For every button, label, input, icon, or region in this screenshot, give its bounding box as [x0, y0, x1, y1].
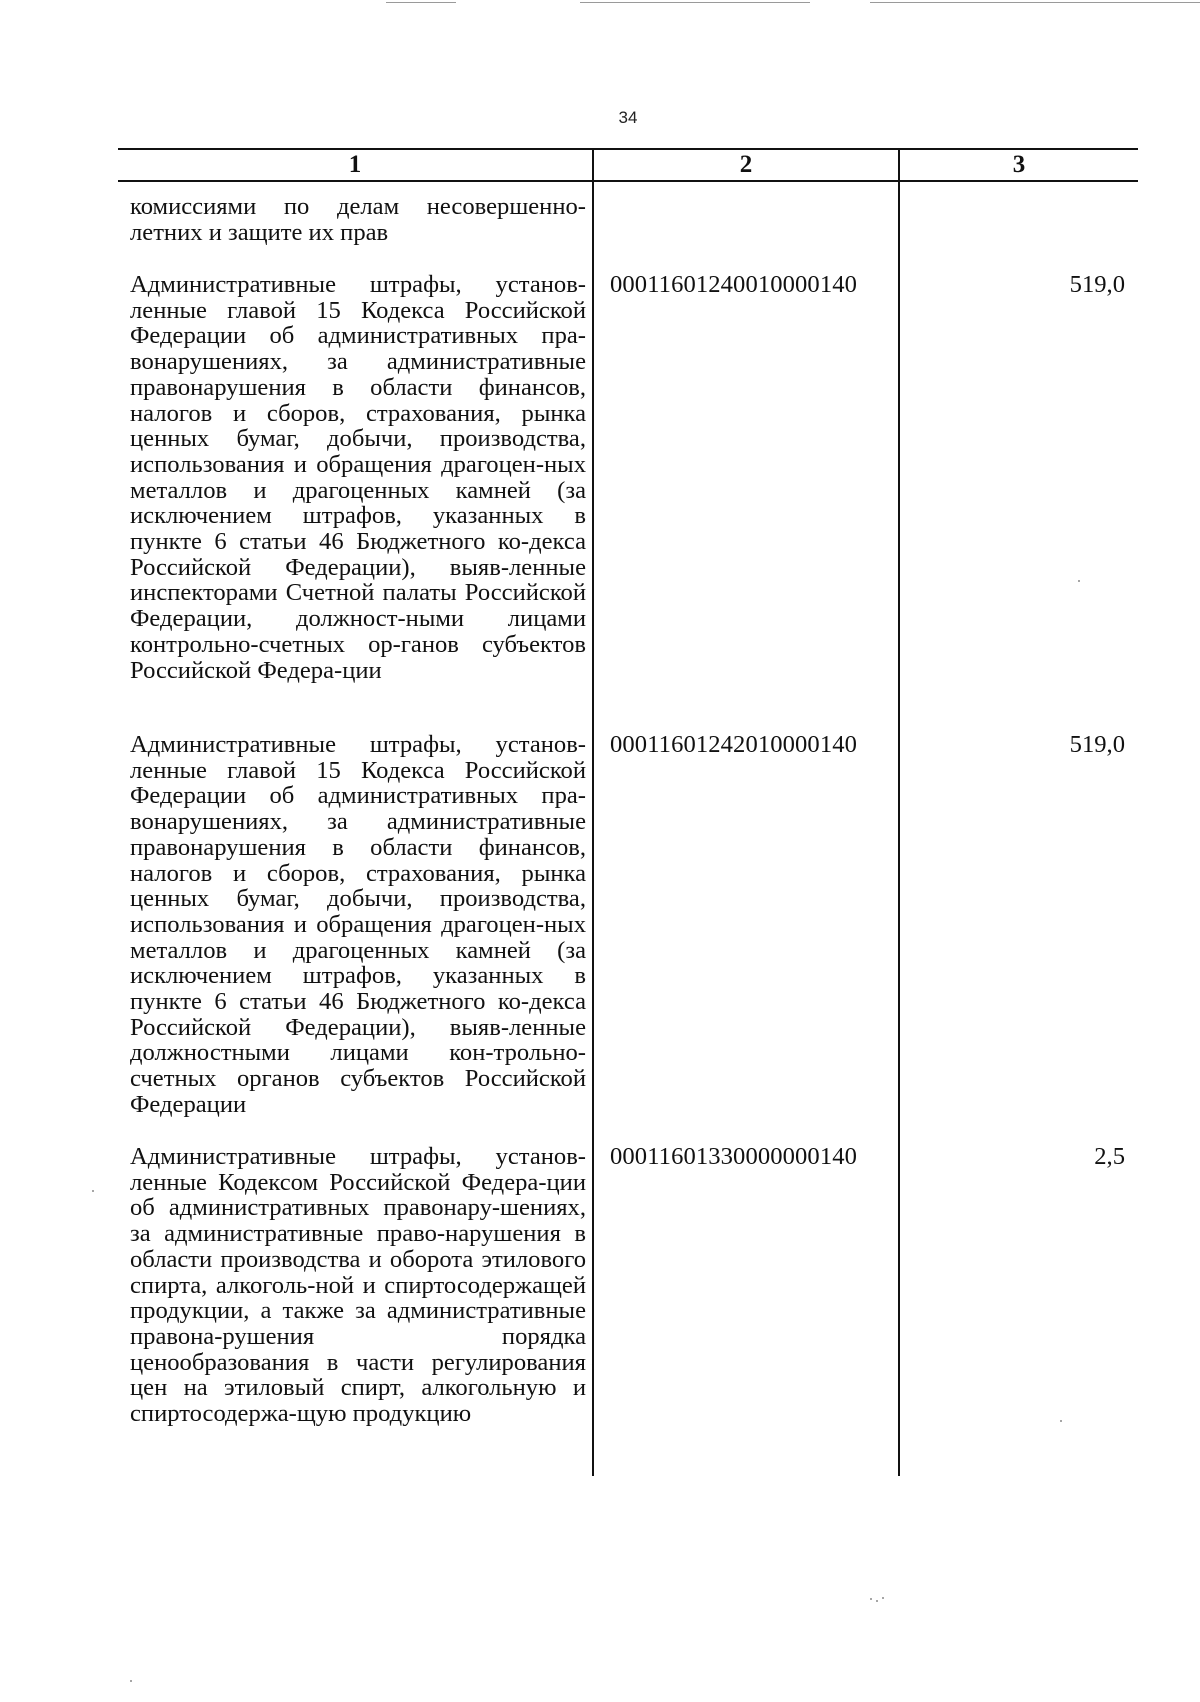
row-3-amount: 519,0: [1069, 731, 1125, 758]
row-2-code: 00011601240010000140: [610, 271, 858, 298]
column-header-1: 1: [348, 151, 362, 178]
row-3-description: Административные штрафы, установ-ленные главой 15 Кодекса Российской Федерации об административных пра-вонарушениях, за административные правонарушения в области финансов, налогов и сборов, страхования, рынка ценных бумаг, добычи, производства, использования и обращения драгоцен-ных металлов и драгоценных камней (за исключением штрафов, указанных в пункте 6 статьи 46 Бюджетного ко-декса Российской Федерации), выяв-ленные должностными лицами кон-трольно-счетных органов субъектов Российской Федерации: [130, 731, 586, 1118]
row-3-code: 00011601242010000140: [610, 731, 858, 758]
scan-speck: [130, 1680, 132, 1682]
row-1-description: комиссиями по делам несовершенно-летних и защите их прав: [130, 193, 586, 246]
page-number: 34: [618, 108, 638, 127]
row-4-amount: 2,5: [1094, 1143, 1125, 1170]
row-4-code: 00011601330000000140: [610, 1143, 858, 1170]
row-2-amount: 519,0: [1069, 271, 1125, 298]
row-4-description: Административные штрафы, установ-ленные Кодексом Российской Федера-ции об административных правонару-шениях, за административные право-нарушения в области производства и оборота этилового спирта, алкоголь-ной и спиртосодержащей продукции, а также за административные правона-рушения порядка ценообразования в части регулирования цен на этиловый спирт, алкогольную и спиртосодержа-щую продукцию: [130, 1143, 586, 1428]
scan-speck: [876, 1600, 878, 1602]
budget-revenue-table: [118, 148, 1138, 1476]
scan-speck: [1060, 1420, 1062, 1422]
scan-edge-mark: [870, 2, 1200, 3]
row-2-description: Административные штрафы, установ-ленные главой 15 Кодекса Российской Федерации об административных пра-вонарушениях, за административные правонарушения в области финансов, налогов и сборов, страхования, рынка ценных бумаг, добычи, производства, использования и обращения драгоцен-ных металлов и драгоценных камней (за исключением штрафов, указанных в пункте 6 статьи 46 Бюджетного ко-декса Российской Федерации), выяв-ленные инспекторами Счетной палаты Российской Федерации, должност-ными лицами контрольно-счетных ор-ганов субъектов Российской Федера-ции: [130, 271, 586, 684]
scan-edge-mark: [386, 2, 456, 3]
header-bottom-border: [118, 180, 1138, 182]
column-header-3: 3: [1012, 151, 1026, 178]
scan-speck: [882, 1597, 884, 1599]
column-divider-2: [898, 148, 900, 1476]
scan-speck: [870, 1598, 872, 1600]
scan-speck: [1078, 580, 1080, 582]
scan-speck: [92, 1190, 94, 1192]
column-header-2: 2: [739, 151, 753, 178]
column-divider-1: [592, 148, 594, 1476]
scan-edge-mark: [580, 2, 810, 3]
